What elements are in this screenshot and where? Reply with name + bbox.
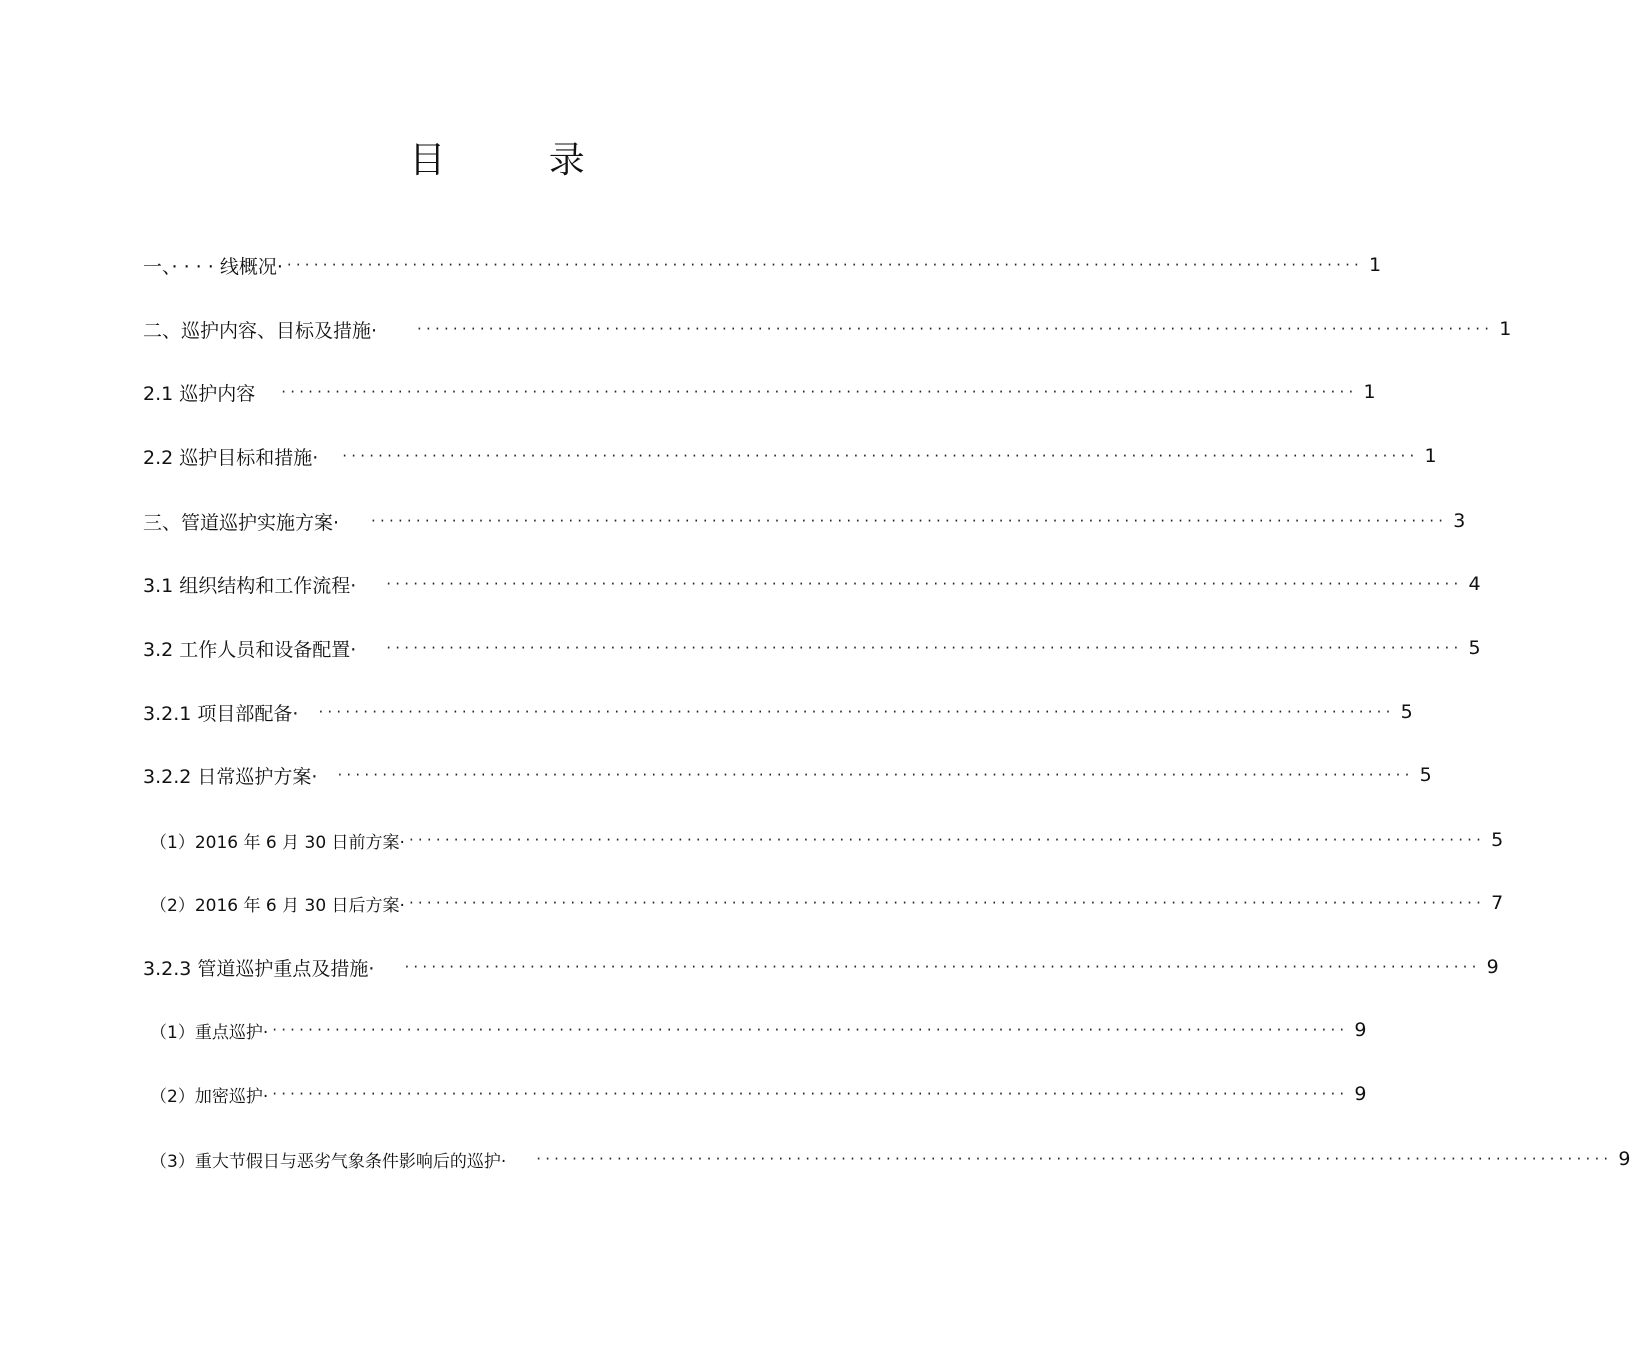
toc-entry-page: 4	[1468, 573, 1481, 595]
dot-leader: ························································································································	[337, 766, 1414, 784]
toc-entry-text: 3.2.1 项目部配备·	[143, 702, 299, 725]
toc-entry	[150, 1144, 1631, 1174]
toc-entry-text: 三、管道巡护实施方案·	[143, 511, 340, 534]
toc-entry	[150, 1079, 1367, 1109]
toc-entry-text: 3.2.2 日常巡护方案·	[143, 765, 318, 788]
toc-entry	[143, 633, 1481, 663]
dot-leader: ························································································································	[408, 831, 1486, 849]
toc-entry-page: 1	[1499, 318, 1512, 340]
dot-leader: ························································································································	[536, 1150, 1613, 1168]
toc-title: 目 录	[409, 140, 631, 181]
toc-entry-page: 9	[1354, 1083, 1367, 1105]
toc-entry-text: （1）2016 年 6 月 30 日前方案·	[150, 832, 405, 853]
toc-entry-text: （1）重点巡护·	[150, 1022, 269, 1043]
toc-entry-text: 2.1 巡护内容	[143, 382, 256, 405]
toc-entry-page: 1	[1363, 381, 1376, 403]
toc-entry-text: 3.2 工作人员和设备配置·	[143, 638, 357, 661]
toc-entry	[143, 441, 1437, 471]
dot-leader: ························································································································	[318, 703, 1395, 721]
toc-entry-text: 3.2.3 管道巡护重点及措施·	[143, 957, 375, 980]
dot-leader: ························································································································	[417, 320, 1494, 338]
toc-entry-text: 二、巡护内容、目标及措施·	[143, 319, 378, 342]
toc-entry-page: 9	[1354, 1019, 1367, 1041]
toc-entry	[143, 377, 1376, 407]
toc-entry-page: 5	[1491, 829, 1504, 851]
dot-leader: ························································································································	[281, 383, 1358, 401]
toc-entry-text: 一、· · · · 线概况·	[143, 255, 283, 278]
toc-entry-page: 5	[1400, 701, 1413, 723]
toc-entry-text: （2）加密巡护·	[150, 1086, 269, 1107]
dot-leader: ························································································································	[272, 1085, 1349, 1103]
toc-entry	[143, 760, 1432, 790]
toc-entry-page: 7	[1491, 892, 1504, 914]
toc-entry-page: 5	[1468, 637, 1481, 659]
toc-entry-text: （3）重大节假日与恶劣气象条件影响后的巡护·	[150, 1151, 507, 1172]
dot-leader: ························································································································	[371, 512, 1448, 530]
toc-entry-text: 3.1 组织结构和工作流程·	[143, 574, 357, 597]
toc-entry-page: 5	[1419, 764, 1432, 786]
toc-entry	[150, 1015, 1367, 1045]
dot-leader: ························································································································	[386, 639, 1463, 657]
dot-leader: ························································································································	[386, 575, 1463, 593]
toc-entry	[143, 569, 1481, 599]
toc-entry	[150, 888, 1504, 918]
dot-leader: ························································································································	[272, 1021, 1349, 1039]
toc-entry-page: 3	[1453, 510, 1466, 532]
toc-entry-page: 1	[1424, 445, 1437, 467]
toc-entry	[143, 952, 1499, 982]
toc-entry-text: 2.2 巡护目标和措施·	[143, 446, 319, 469]
dot-leader: ························································································································	[342, 447, 1419, 465]
dot-leader: ························································································································	[408, 894, 1486, 912]
toc-entry-page: 9	[1486, 956, 1499, 978]
toc-entry	[143, 250, 1382, 280]
toc-entry-text: （2）2016 年 6 月 30 日后方案·	[150, 895, 405, 916]
toc-entry-page: 1	[1369, 254, 1382, 276]
dot-leader: ························································································································	[404, 958, 1481, 976]
toc-entry	[150, 825, 1504, 855]
toc-entry-page: 9	[1618, 1148, 1631, 1170]
dot-leader: ························································································································	[286, 256, 1364, 274]
toc-entry	[143, 506, 1466, 536]
toc-entry	[143, 314, 1512, 344]
toc-entry	[143, 697, 1413, 727]
